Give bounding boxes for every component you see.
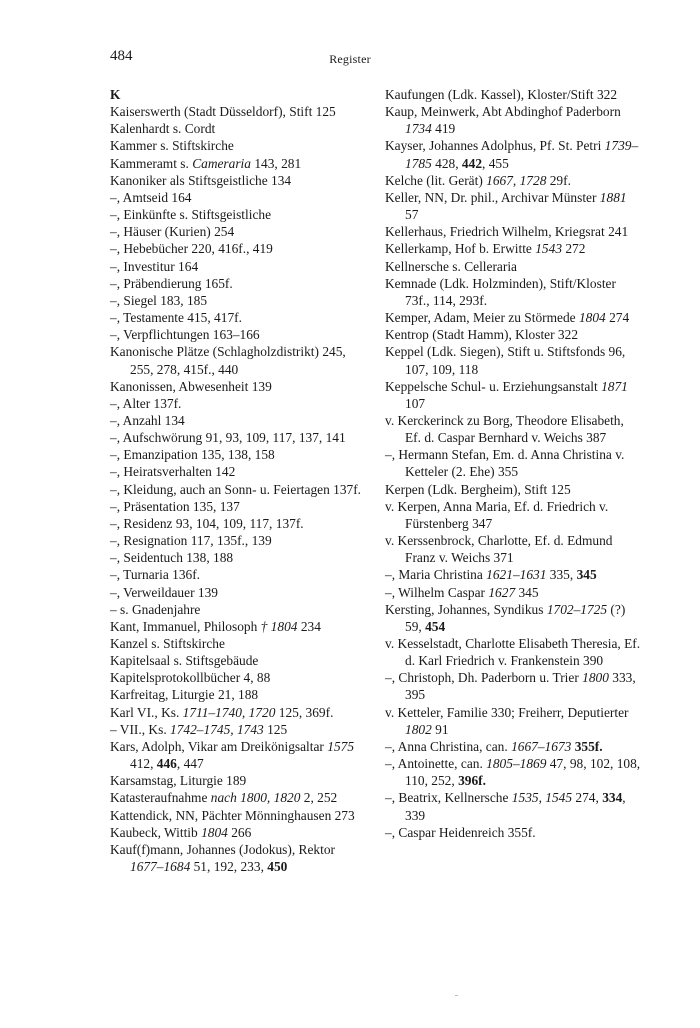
index-entry: Kammer s. Stiftskirche <box>110 138 234 154</box>
scan-mark <box>455 995 458 996</box>
left-entries <box>110 103 364 875</box>
index-entry: –, Testamente 415, 417f. <box>110 310 242 326</box>
index-entry: Kellerhaus, Friedrich Wilhelm, Kriegsrat 241 <box>385 224 629 240</box>
index-entry: –, Hebebücher 220, 416f., 419 <box>110 241 273 257</box>
index-column-left <box>110 86 364 875</box>
index-entry: Kentrop (Stadt Hamm), Kloster 322 <box>385 327 579 343</box>
index-column-right <box>385 86 641 841</box>
index-entry: –, Investitur 164 <box>110 258 199 274</box>
index-entry: –, Verpflichtungen 163–166 <box>110 327 260 343</box>
index-entry: Kayser, Johannes Adolphus, Pf. St. Petri 1739–1785 428, 442, 455 <box>385 138 639 171</box>
index-entry: Keller, NN, Dr. phil., Archivar Münster 1881 57 <box>385 189 627 223</box>
index-entry: –, Resignation 117, 135f., 139 <box>110 533 272 549</box>
index-entry: –, Hermann Stefan, Em. d. Anna Christina v. Ketteler (2. Ehe) 355 <box>385 447 625 480</box>
index-entry: –, Anzahl 134 <box>110 412 185 428</box>
index-entry: Kanzel s. Stiftskirche <box>110 636 225 651</box>
index-entry: Kapitelsprotokollbücher 4, 88 <box>110 670 271 686</box>
index-entry: Kars, Adolph, Vikar am Dreikönigsaltar 1575 412, 446, 447 <box>110 738 355 772</box>
index-entry: Kanoniker als Stiftsgeistliche 134 <box>110 172 292 188</box>
index-entry: Kerpen (Ldk. Bergheim), Stift 125 <box>385 481 571 497</box>
index-entry: –, Seidentuch 138, 188 <box>110 550 234 566</box>
index-entry: Kapitelsaal s. Stiftsgebäude <box>110 653 259 669</box>
index-entry: v. Ketteler, Familie 330; Freiherr, Deputierter 1802 91 <box>385 704 629 737</box>
index-entry: Karfreitag, Liturgie 21, 188 <box>110 687 259 703</box>
index-entry: Kanonissen, Abwesenheit 139 <box>110 378 272 394</box>
index-entry: Kammeramt s. Cameraria 143, 281 <box>110 155 302 171</box>
index-entry: Karsamstag, Liturgie 189 <box>110 773 247 789</box>
index-entry: Kalenhardt s. Cordt <box>110 121 216 137</box>
index-entry: –, Verweildauer 139 <box>110 584 218 600</box>
index-entry: –, Maria Christina 1621–1631 335, 345 <box>385 567 597 583</box>
section-letter: K <box>110 87 121 102</box>
index-entry: Kanonische Plätze (Schlagholzdistrikt) 245, 255, 278, 415f., 440 <box>110 344 346 377</box>
index-entry: Kemper, Adam, Meier zu Störmede 1804 274 <box>385 310 630 326</box>
index-entry: –, Aufschwörung 91, 93, 109, 117, 137, 141 <box>110 430 346 446</box>
index-entry: Keppel (Ldk. Siegen), Stift u. Stiftsfonds 96, 107, 109, 118 <box>385 344 626 377</box>
index-entry: Kelche (lit. Gerät) 1667, 1728 29f. <box>385 172 571 188</box>
index-entry: v. Kerpen, Anna Maria, Ef. d. Friedrich v. Fürstenberg 347 <box>385 498 609 531</box>
index-entry: – s. Gnadenjahre <box>110 601 201 617</box>
index-entry: Kaiserswerth (Stadt Düsseldorf), Stift 125 <box>110 104 336 120</box>
index-entry: –, Siegel 183, 185 <box>110 292 208 308</box>
index-entry: –, Kleidung, auch an Sonn- u. Feiertagen 137f. <box>110 481 362 497</box>
page-number: 484 <box>110 48 133 64</box>
index-entry: –, Caspar Heidenreich 355f. <box>385 824 536 840</box>
index-entry: –, Turnaria 136f. <box>110 567 201 583</box>
index-entry: Kersting, Johannes, Syndikus 1702–1725 (?) 59, 454 <box>385 601 626 634</box>
index-entry: Kaubeck, Wittib 1804 266 <box>110 824 252 840</box>
index-entry: –, Häuser (Kurien) 254 <box>110 224 235 240</box>
index-entry: –, Antoinette, can. 1805–1869 47, 98, 102, 108, 110, 252, 396f. <box>385 756 641 789</box>
index-entry: Kauf(f)mann, Johannes (Jodokus), Rektor 1677–1684 51, 192, 233, 450 <box>110 841 335 875</box>
index-entry: –, Präbendierung 165f. <box>110 275 233 291</box>
index-entry: – VII., Ks. 1742–1745, 1743 125 <box>110 721 288 737</box>
index-entry: Katasteraufnahme nach 1800, 1820 2, 252 <box>110 790 338 806</box>
index-entry: –, Amtseid 164 <box>110 189 192 205</box>
index-entry: Kellnersche s. Celleraria <box>385 258 517 274</box>
index-entry: Kaup, Meinwerk, Abt Abdinghof Paderborn 1734 419 <box>385 104 621 137</box>
index-entry: Kellerkamp, Hof b. Erwitte 1543 272 <box>385 241 586 257</box>
index-entry: Kattendick, NN, Pächter Mönninghausen 273 <box>110 807 355 823</box>
index-entry: Kant, Immanuel, Philosoph † 1804 234 <box>110 618 321 634</box>
index-entry: –, Anna Christina, can. 1667–1673 355f. <box>385 738 603 754</box>
index-entry: –, Beatrix, Kellnersche 1535, 1545 274, 334, 339 <box>385 790 626 823</box>
index-entry: –, Einkünfte s. Stiftsgeistliche <box>110 207 272 223</box>
index-entry: Keppelsche Schul- u. Erziehungsanstalt 1871 107 <box>385 378 628 411</box>
index-entry: v. Kesselstadt, Charlotte Elisabeth Theresia, Ef. d. Karl Friedrich v. Frankenstein 390 <box>385 636 641 669</box>
right-entries <box>385 86 641 841</box>
index-entry: –, Alter 137f. <box>110 395 182 411</box>
index-entry: v. Kerckerinck zu Borg, Theodore Elisabeth, Ef. d. Caspar Bernhard v. Weichs 387 <box>385 412 624 446</box>
index-entry: v. Kerssenbrock, Charlotte, Ef. d. Edmund Franz v. Weichs 371 <box>385 533 613 566</box>
index-entry: Kemnade (Ldk. Holzminden), Stift/Kloster 73f., 114, 293f. <box>385 275 616 308</box>
index-entry: –, Heiratsverhalten 142 <box>110 464 236 480</box>
index-entry: –, Präsentation 135, 137 <box>110 498 240 514</box>
index-entry: Karl VI., Ks. 1711–1740, 1720 125, 369f. <box>110 704 334 720</box>
index-entry: –, Christoph, Dh. Paderborn u. Trier 1800 333, 395 <box>385 670 636 703</box>
running-header: Register <box>329 52 371 66</box>
index-entry: –, Residenz 93, 104, 109, 117, 137f. <box>110 515 304 531</box>
index-entry: –, Emanzipation 135, 138, 158 <box>110 447 275 463</box>
index-entry: Kaufungen (Ldk. Kassel), Kloster/Stift 322 <box>385 87 618 102</box>
index-entry: –, Wilhelm Caspar 1627 345 <box>385 584 539 600</box>
